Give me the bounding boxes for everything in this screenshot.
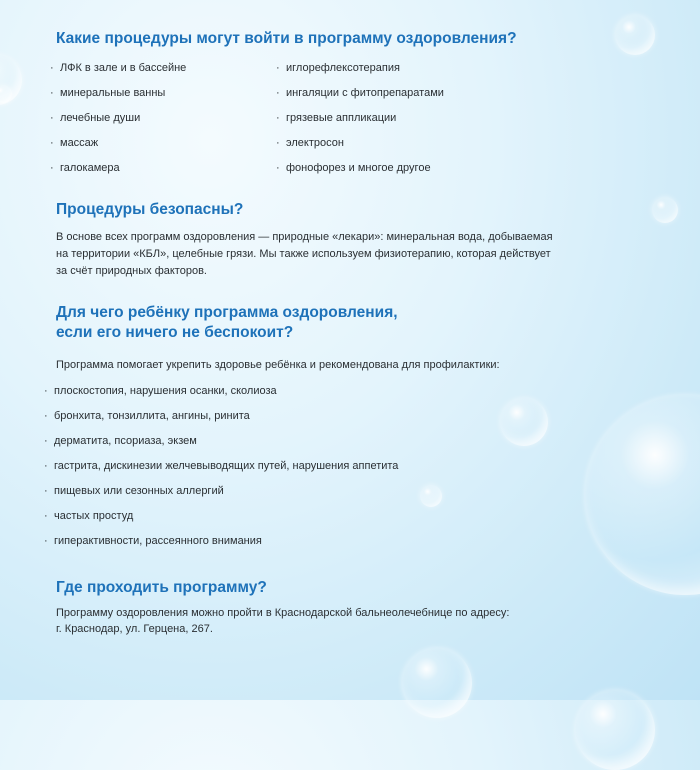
bubble-decoration — [575, 690, 655, 770]
list-item: · галокамера — [50, 161, 120, 174]
list-item: · гастрита, дискинезии желчевыводящих путей, нарушения аппетита — [44, 459, 399, 472]
location-text: Программу оздоровления можно пройти в Краснодарской бальнеолечебнице по адресу: г. Краснодар, ул. Герцена, 267. — [56, 607, 510, 635]
list-item: · ингаляции с фитопрепаратами — [276, 86, 444, 99]
list-item: · лечебные души — [50, 111, 141, 124]
list-item: · дерматита, псориаза, экзем — [44, 434, 197, 447]
list-item: · частых простуд — [44, 509, 134, 522]
bubble-decoration — [420, 485, 442, 507]
list-item: · бронхита, тонзиллита, ангины, ринита — [44, 409, 250, 422]
procedures-right-list — [276, 55, 444, 180]
list-item: · минеральные ванны — [50, 86, 166, 99]
purpose-list — [44, 378, 398, 553]
list-item: · фонофорез и многое другое — [276, 161, 431, 174]
procedures-left-list — [50, 55, 186, 180]
procedures-heading: Какие процедуры могут войти в программу оздоровления? — [56, 30, 517, 47]
list-item: · ЛФК в зале и в бассейне — [50, 61, 187, 74]
bubble-decoration — [500, 398, 548, 446]
list-item: · электросон — [276, 136, 344, 149]
bubble-decoration — [585, 395, 700, 595]
list-item: · плоскостопия, нарушения осанки, сколиоза — [44, 384, 277, 397]
bubble-decoration — [652, 197, 678, 223]
location-heading: Где проходить программу? — [56, 579, 267, 596]
bubble-decoration — [615, 15, 655, 55]
list-item: · грязевые аппликации — [276, 111, 397, 124]
bubble-decoration — [402, 648, 472, 718]
safety-text: В основе всех программ оздоровления — природные «лекари»: минеральная вода, добываемая на территории «КБЛ», целебные грязи. Мы также используем физиотерапию, которая действует за счёт природных факторов. — [56, 231, 553, 277]
list-item: · гиперактивности, рассеянного внимания — [44, 534, 262, 547]
purpose-intro: Программа помогает укрепить здоровье ребёнка и рекомендована для профилактики: — [56, 359, 500, 371]
purpose-heading: Для чего ребёнку программа оздоровления, если его ничего не беспокоит? — [56, 304, 398, 341]
list-item: · пищевых или сезонных аллергий — [44, 484, 224, 497]
list-item: · иглорефлексотерапия — [276, 61, 400, 74]
safety-heading: Процедуры безопасны? — [56, 201, 244, 218]
list-item: · массаж — [50, 136, 99, 149]
